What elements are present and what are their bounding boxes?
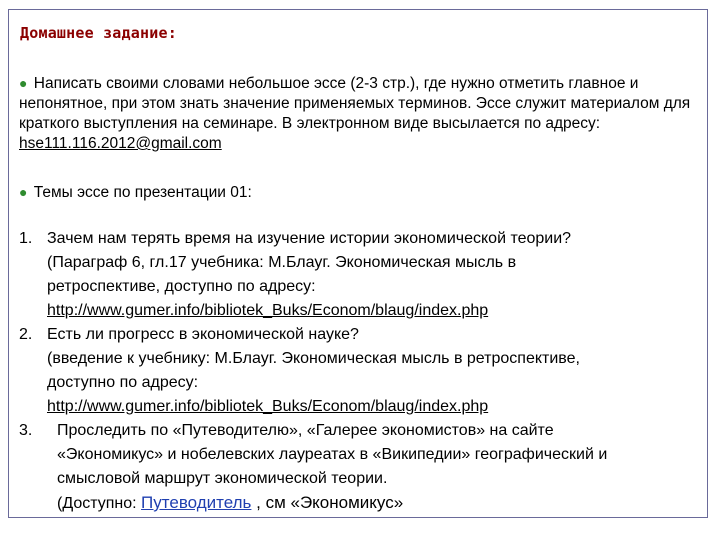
- topics-heading-text: Темы эссе по презентации 01:: [33, 184, 252, 201]
- list-item: [19, 323, 709, 419]
- list-item: [19, 419, 709, 516]
- page-title: Домашнее задание:: [20, 24, 177, 42]
- list-item-number: 1.: [19, 230, 33, 247]
- list-item-question: Проследить по «Путеводителю», «Галерее экономистов» на сайте: [57, 422, 554, 439]
- list-item-number: 2.: [19, 326, 33, 343]
- email-link[interactable]: hse111.116.2012@gmail.com: [19, 135, 222, 152]
- blaug-link[interactable]: http://www.gumer.info/bibliotek_Buks/Econom/blaug/index.php: [47, 302, 489, 319]
- list-item-line: ретроспективе, доступно по адресу:: [47, 278, 316, 295]
- list-item-line: (введение к учебнику: М.Блауг. Экономическая мысль в ретроспективе,: [47, 350, 580, 367]
- essay-instructions-text: Написать своими словами небольшое эссе (2-3 стр.), где нужно отметить главное и непонятное, при этом знать значение применяемых терминов. Эссе служит материалом для краткого выступления на семинаре. В электронном виде высылается по адресу:: [19, 75, 691, 132]
- list-item-question: Зачем нам терять время на изучение истории экономической теории?: [47, 230, 572, 247]
- bullet-paragraph-essay: [19, 73, 699, 154]
- topics-list: [19, 227, 709, 516]
- blaug-link[interactable]: http://www.gumer.info/bibliotek_Buks/Econom/blaug/index.php: [47, 398, 489, 415]
- bullet-dot-icon: ●: [19, 184, 28, 200]
- list-item-line: доступно по адресу:: [47, 374, 199, 391]
- bullet-dot-icon: ●: [19, 75, 28, 91]
- slide-frame: [8, 9, 708, 518]
- list-item-line: смысловой маршрут экономической теории.: [57, 470, 388, 487]
- bullet-paragraph-topics: [19, 182, 252, 203]
- list-item-question: Есть ли прогресс в экономической науке?: [47, 326, 359, 343]
- guide-link[interactable]: Путеводитель: [141, 493, 252, 512]
- list-item-line: (Параграф 6, гл.17 учебника: М.Блауг. Экономическая мысль в: [47, 254, 517, 271]
- list-item-line: «Экономикус» и нобелевских лауреатах в «Википедии» географический и: [57, 446, 608, 463]
- list-item-line: (Доступно:: [57, 495, 142, 512]
- list-item: [19, 227, 709, 323]
- list-item-line: , см «Экономикус»: [251, 493, 404, 512]
- list-item-number: 3.: [19, 422, 33, 439]
